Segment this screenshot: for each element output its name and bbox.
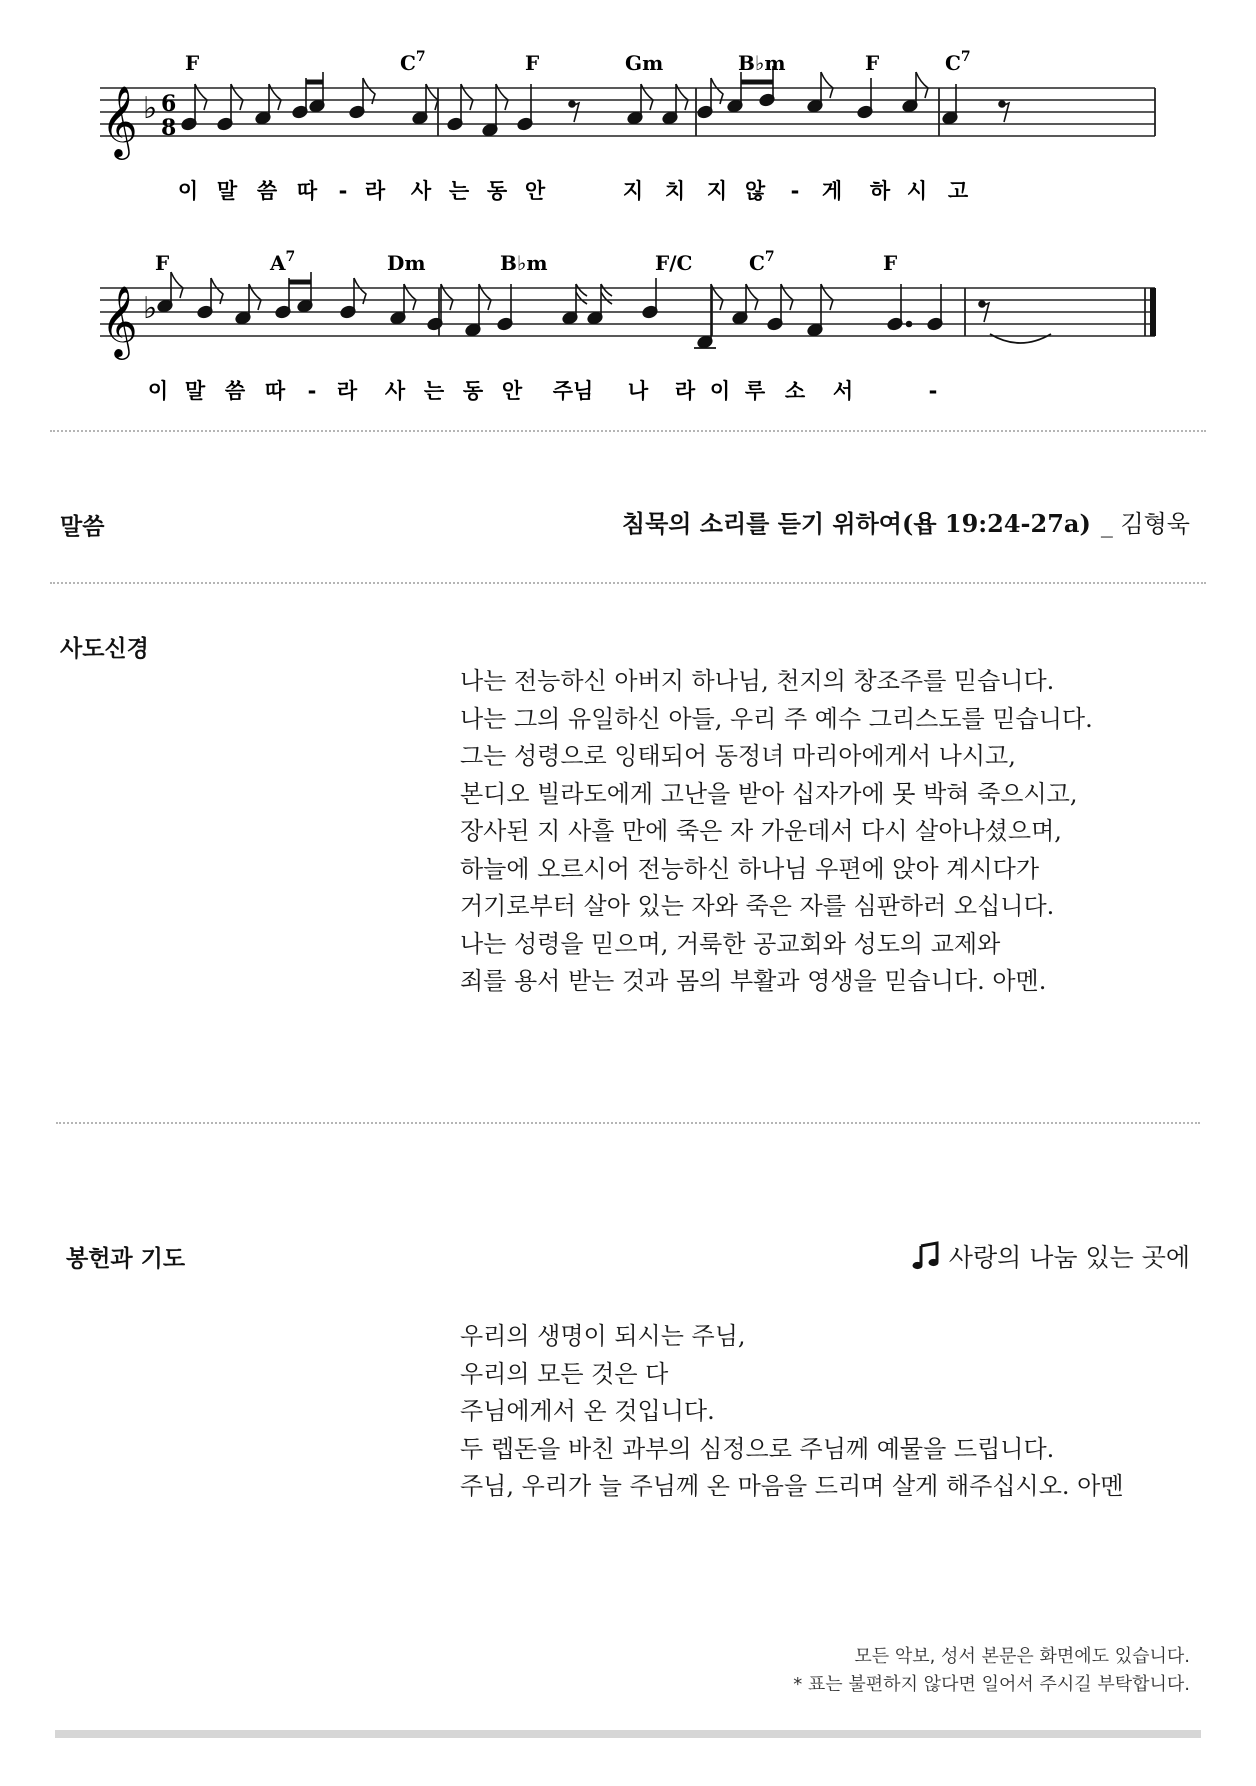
- staff-lines: [100, 288, 1155, 336]
- sermon-title-text: 침묵의 소리를 듣기 위하여(욥 19:24-27a): [621, 509, 1091, 538]
- lyric-syllable: 지: [622, 179, 644, 203]
- note-icon: [942, 84, 959, 125]
- music-score-line-2: [95, 240, 1180, 415]
- note-icon: [157, 272, 183, 313]
- lyric-syllable: 라: [674, 379, 696, 403]
- creed-line: 거기로부터 살아 있는 자와 죽은 자를 심판하러 오십니다.: [460, 892, 1055, 920]
- note-icon: [807, 72, 833, 113]
- lyric-syllable: 하: [869, 179, 891, 203]
- preacher-name: _ 김형욱: [1100, 510, 1190, 538]
- creed-line: 나는 성령을 믿으며, 거룩한 공교회와 성도의 교제와: [460, 929, 1001, 958]
- chord-symbols: [155, 249, 897, 275]
- lyric-syllable: 라: [364, 179, 386, 203]
- note-icon: [412, 84, 438, 125]
- lyric-syllable: 사: [384, 379, 406, 403]
- lyric-syllable: 안: [524, 179, 546, 203]
- staff-lines: [100, 88, 1155, 136]
- note-icon: [340, 278, 366, 319]
- note-icon: [292, 78, 323, 119]
- offering-prayer-text: [460, 1318, 1124, 1506]
- creed-line: 하늘에 오르시어 전능하신 하나님 우편에 앉아 계시다가: [460, 854, 1040, 883]
- note-icon: [275, 278, 311, 319]
- lyric-syllable: 사: [410, 179, 432, 203]
- lyric-syllable: 말: [184, 379, 206, 403]
- creed-line: 본디오 빌라도에게 고난을 받아 십자가에 못 박혀 죽으시고,: [460, 779, 1078, 808]
- notes: [181, 66, 1009, 137]
- lyric-syllable: 씀: [224, 379, 246, 403]
- lyric-syllable: 이: [147, 379, 169, 403]
- note-icon: [662, 84, 688, 125]
- creed-label: 사도신경: [60, 636, 149, 662]
- lyric-syllable: 라: [336, 379, 358, 403]
- note-icon: [482, 84, 508, 137]
- hymn-title: 사랑의 나눔 있는 곳에: [948, 1243, 1190, 1272]
- creed-line: 나는 전능하신 아버지 하나님, 천지의 창조주를 믿습니다.: [460, 667, 1055, 695]
- chord-symbol: $C^7$: [749, 249, 775, 275]
- note-icon: [197, 278, 223, 319]
- offering-line: 두 렙돈을 바친 과부의 심정으로 주님께 예물을 드립니다.: [460, 1434, 1055, 1463]
- lyric-syllable: 말: [216, 179, 238, 203]
- note-icon: [235, 284, 261, 325]
- chord-symbol: F: [525, 51, 540, 75]
- note-icon: [497, 284, 514, 331]
- bottom-bar: [55, 1730, 1201, 1738]
- lyric-syllable: 따: [296, 179, 318, 203]
- lyric-syllable: 않: [744, 179, 766, 203]
- reading-label: 말씀: [60, 514, 105, 540]
- note-icon: [465, 284, 491, 337]
- lyrics: [178, 179, 969, 203]
- note-icon: [309, 72, 326, 113]
- music-note-icon: [911, 1241, 941, 1271]
- note-icon: [697, 78, 723, 119]
- chord-symbol: $A^7$: [270, 249, 296, 275]
- sermon-title: [622, 504, 1190, 539]
- treble-clef-icon: 𝄞: [101, 84, 138, 157]
- creed-text: [460, 663, 1093, 1001]
- chord-symbol: F/C: [655, 251, 693, 275]
- final-barline-icon: [1150, 288, 1156, 336]
- treble-clef-icon: 𝄞: [101, 284, 138, 357]
- offering-label: 봉헌과 기도: [66, 1246, 186, 1272]
- lyric-syllable: 루: [744, 379, 766, 403]
- lyric-syllable: 서: [832, 379, 854, 403]
- lyric-syllable: 주님: [552, 379, 594, 403]
- chord-symbol: Gm: [625, 51, 664, 75]
- lyric-syllable: -: [338, 179, 348, 203]
- lyric-syllable: 동: [462, 379, 484, 403]
- creed-line: 장사된 지 사흘 만에 죽은 자 가운데서 다시 살아나셨으며,: [460, 817, 1062, 845]
- note-icon: [255, 84, 281, 125]
- note-icon: [517, 84, 534, 131]
- note-icon: [857, 78, 874, 119]
- chord-symbol: F: [865, 51, 880, 75]
- note-icon: [807, 284, 833, 337]
- lyric-syllable: 게: [821, 179, 843, 203]
- time-signature-bottom-icon: 8: [161, 115, 177, 141]
- note-icon: [694, 284, 723, 349]
- lyric-syllable: -: [307, 379, 317, 403]
- lyric-syllable: -: [928, 379, 938, 403]
- chord-symbol: $C^7$: [945, 49, 971, 75]
- chord-symbol: $C^7$: [400, 49, 426, 75]
- creed-line: 그는 성령으로 잉태되어 동정녀 마리아에게서 나시고,: [460, 742, 1016, 770]
- lyric-syllable: 는: [423, 379, 445, 403]
- offering-hymn: [911, 1238, 1190, 1274]
- lyric-syllable: 나: [627, 379, 649, 403]
- offering-line: 주님, 우리가 늘 주님께 온 마음을 드리며 살게 해주십시오. 아멘: [460, 1472, 1124, 1500]
- section-divider: [50, 582, 1206, 584]
- note-icon: [349, 78, 375, 119]
- creed-line: 죄를 용서 받는 것과 몸의 부활과 영생을 믿습니다. 아멘.: [460, 967, 1047, 995]
- chord-symbol: B♭m: [500, 251, 548, 275]
- chord-symbols: [185, 49, 971, 75]
- chord-symbol: F: [185, 51, 200, 75]
- offering-line: 주님에게서 온 것입니다.: [460, 1397, 715, 1425]
- note-icon: [727, 72, 773, 113]
- lyric-syllable: 이: [709, 379, 731, 403]
- lyric-syllable: 따: [264, 379, 286, 403]
- lyric-syllable: 안: [501, 379, 523, 403]
- footer-line-1: 모든 악보, 성서 본문은 화면에도 있습니다.: [854, 1646, 1190, 1667]
- lyric-syllable: 지: [706, 179, 728, 203]
- note-icon: [562, 284, 587, 325]
- music-score-line-1: [95, 40, 1180, 215]
- note-icon: [887, 284, 912, 331]
- flat-key-icon: ♭: [143, 291, 158, 326]
- note-icon: [642, 278, 659, 319]
- footer-line-2: * 표는 불편하지 않다면 일어서 주시길 부탁합니다.: [793, 1674, 1190, 1695]
- lyric-syllable: 동: [486, 179, 508, 203]
- flat-key-icon: ♭: [143, 91, 158, 126]
- chord-symbol: F: [883, 251, 898, 275]
- footer-note: [793, 1643, 1190, 1699]
- note-icon: [297, 272, 314, 313]
- section-divider: [50, 430, 1206, 432]
- creed-line: 나는 그의 유일하신 아들, 우리 주 예수 그리스도를 믿습니다.: [460, 704, 1093, 733]
- lyric-syllable: 고: [947, 179, 969, 203]
- lyric-syllable: 소: [784, 379, 806, 403]
- lyrics: [148, 379, 938, 403]
- time-signature-top-icon: 6: [161, 91, 177, 117]
- chord-symbol: Dm: [387, 251, 426, 275]
- lyric-syllable: 씀: [256, 179, 278, 203]
- chord-symbol: F: [155, 251, 170, 275]
- note-icon: [902, 72, 928, 113]
- note-icon: [732, 284, 758, 325]
- note-icon: [927, 284, 944, 331]
- section-divider: [56, 1122, 1200, 1124]
- offering-line: 우리의 생명이 되시는 주님,: [460, 1322, 746, 1350]
- chord-symbol: B♭m: [738, 51, 786, 75]
- lyric-syllable: -: [790, 179, 800, 203]
- offering-line: 우리의 모든 것은 다: [460, 1359, 669, 1388]
- note-icon: [587, 284, 612, 325]
- note-icon: [390, 284, 416, 325]
- notes: [157, 272, 989, 349]
- note-icon: [627, 84, 653, 125]
- lyric-syllable: 치: [664, 179, 686, 203]
- lyric-syllable: 시: [906, 179, 928, 203]
- lyric-syllable: 는: [448, 179, 470, 203]
- lyric-syllable: 이: [177, 179, 199, 203]
